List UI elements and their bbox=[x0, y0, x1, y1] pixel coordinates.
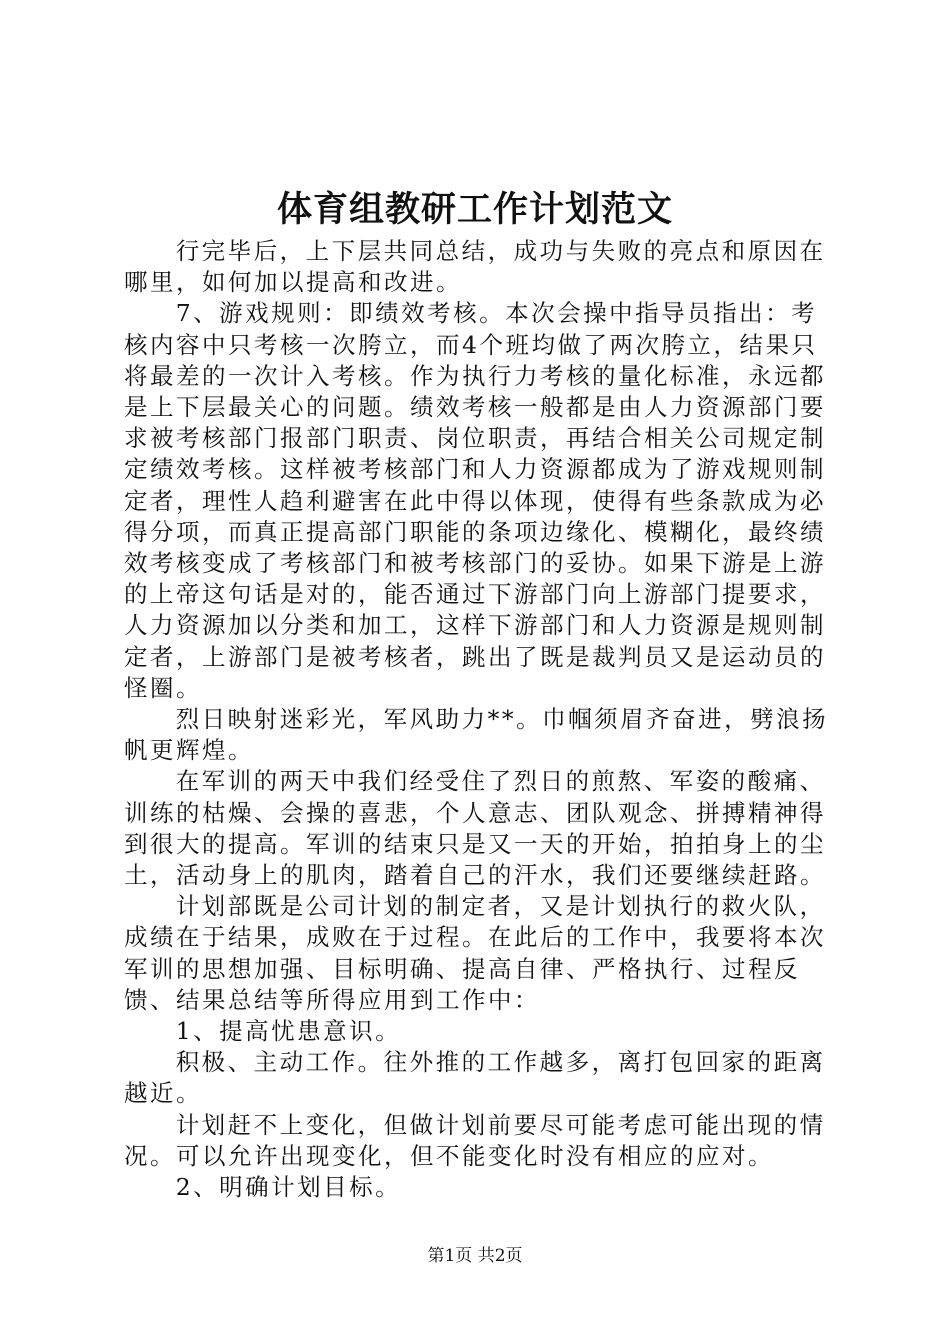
paragraph: 烈日映射迷彩光，军风助力**。巾帼须眉齐奋进，劈浪扬帆更辉煌。 bbox=[124, 705, 829, 765]
paragraph: 2、明确计划目标。 bbox=[175, 1173, 402, 1202]
document-title: 体育组教研工作计划范文 bbox=[276, 189, 673, 230]
paragraph: 在军训的两天中我们经受住了烈日的煎熬、军姿的酸痛、训练的枯燥、会操的喜悲，个人意志、团队观念、拼搏精神得到很大的提高。军训的结束只是又一天的开始，拍拍身上的尘土，活动身上的肌肉，踏着自己的汗水，我们还要继续赶路。 bbox=[124, 767, 826, 890]
paragraph: 积极、主动工作。往外推的工作越多，离打包回家的距离越近。 bbox=[124, 1048, 826, 1108]
page-number-footer: 第1页 共2页 bbox=[427, 1246, 523, 1266]
paragraph: 行完毕后，上下层共同总结，成功与失败的亮点和原因在哪里，如何加以提高和改进。 bbox=[124, 237, 826, 297]
paragraph: 1、提高忧患意识。 bbox=[175, 1017, 402, 1046]
paragraph: 7、游戏规则：即绩效考核。本次会操中指导员指出：考核内容中只考核一次胯立，而4个班均做了两次胯立，结果只将最差的一次计入考核。作为执行力考核的量化标准，永远都是上下层最关心的问题。绩效考核一般都是由人力资源部门要求被考核部门报部门职责、岗位职责，再结合相关公司规定制定绩效考核。这样被考核部门和人力资源都成为了游戏规则制定者，理性人趋利避害在此中得以体现，使得有些条款成为必得分项，而真正提高部门职能的条项边缘化、模糊化，最终绩效考核变成了考核部门和被考核部门的妥协。如果下游是上游的上帝这句话是对的，能否通过下游部门向上游部门提要求，人力资源加以分类和加工，这样下游部门和人力资源是规则制定者，上游部门是被考核者，跳出了既是裁判员又是运动员的怪圈。 bbox=[124, 299, 826, 702]
paragraph: 计划部既是公司计划的制定者，又是计划执行的救火队，成绩在于结果，成败在于过程。在此后的工作中，我要将本次军训的思想加强、目标明确、提高自律、严格执行、过程反馈、结果总结等所得应用到工作中： bbox=[124, 892, 826, 1014]
document-body bbox=[124, 236, 836, 1203]
paragraph: 计划赶不上变化，但做计划前要尽可能考虑可能出现的情况。可以允许出现变化，但不能变化时没有相应的应对。 bbox=[124, 1110, 826, 1170]
